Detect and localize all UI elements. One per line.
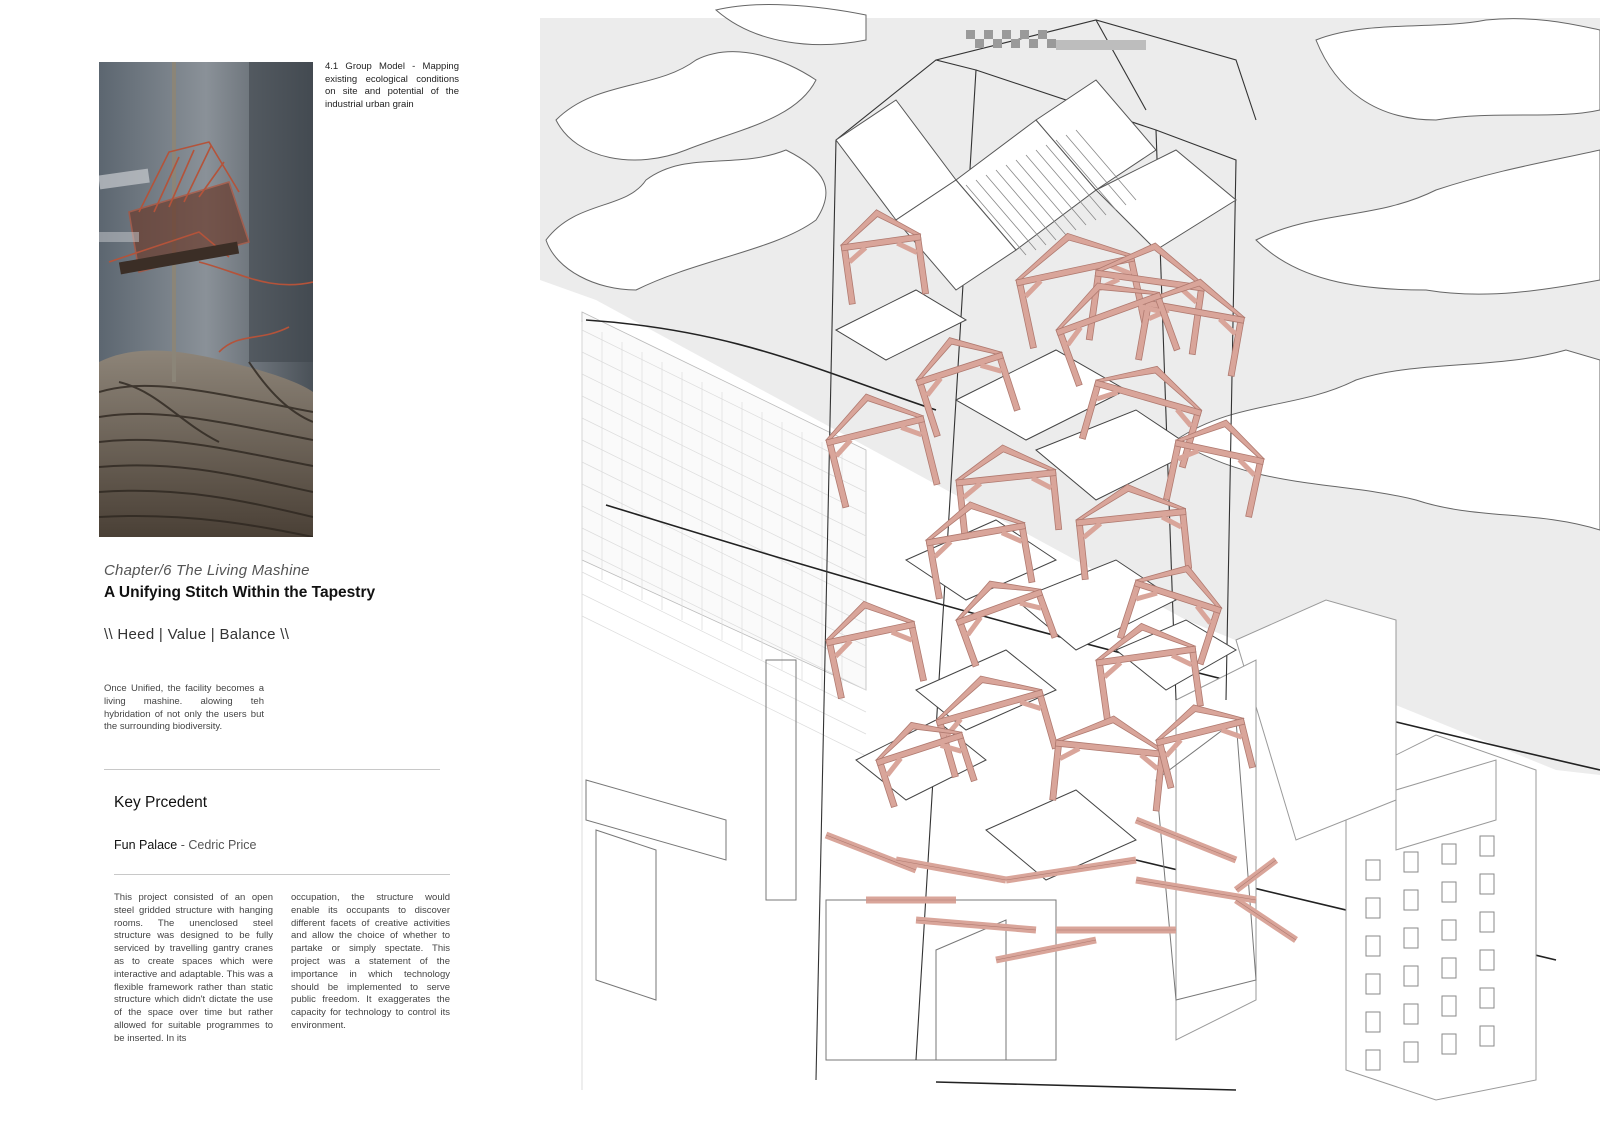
- precedent-text-column-2: occupation, the structure would enable its occupants to discover different facets of creative activities and allow the choice of whether to partake or simply spectate. This project was a statement of the importance in which technology should be implemented to serve public freedom. It exaggerates the capacity for technology to control its environment.: [291, 892, 450, 1031]
- divider: [114, 874, 450, 875]
- precedent-author: - Cedric Price: [180, 838, 257, 852]
- chapter-tagline: \\ Heed | Value | Balance \\: [104, 626, 290, 643]
- divider: [104, 769, 440, 770]
- chapter-headline: A Unifying Stitch Within the Tapestry: [104, 584, 376, 601]
- precedent-text-column-1: This project consisted of an open steel gridded structure with hanging rooms. The unenclosed steel structure was designed to be fully serviced by travelling gantry cranes as to create spaces which were interactive and adaptable. This was a flexible framework rather than static structure which didn't dictate the use of the space over time but rather allowed for suitable programmes to be inserted. In its: [114, 892, 273, 1044]
- figure-caption: 4.1 Group Model - Mapping existing ecological conditions on site and potential of the industrial urban grain: [325, 61, 459, 110]
- chapter-label: Chapter/6 The Living Mashine: [104, 562, 310, 579]
- key-precedent-subtitle: [114, 838, 256, 852]
- intro-paragraph: Once Unified, the facility becomes a living mashine. alowing teh hybridation of not only the users but the surrounding biodiversity.: [104, 683, 264, 733]
- group-model-photo: [99, 62, 313, 537]
- key-precedent-title: Key Prcedent: [114, 794, 208, 811]
- axonometric-drawing: [536, 0, 1600, 1132]
- precedent-project: Fun Palace: [114, 838, 178, 852]
